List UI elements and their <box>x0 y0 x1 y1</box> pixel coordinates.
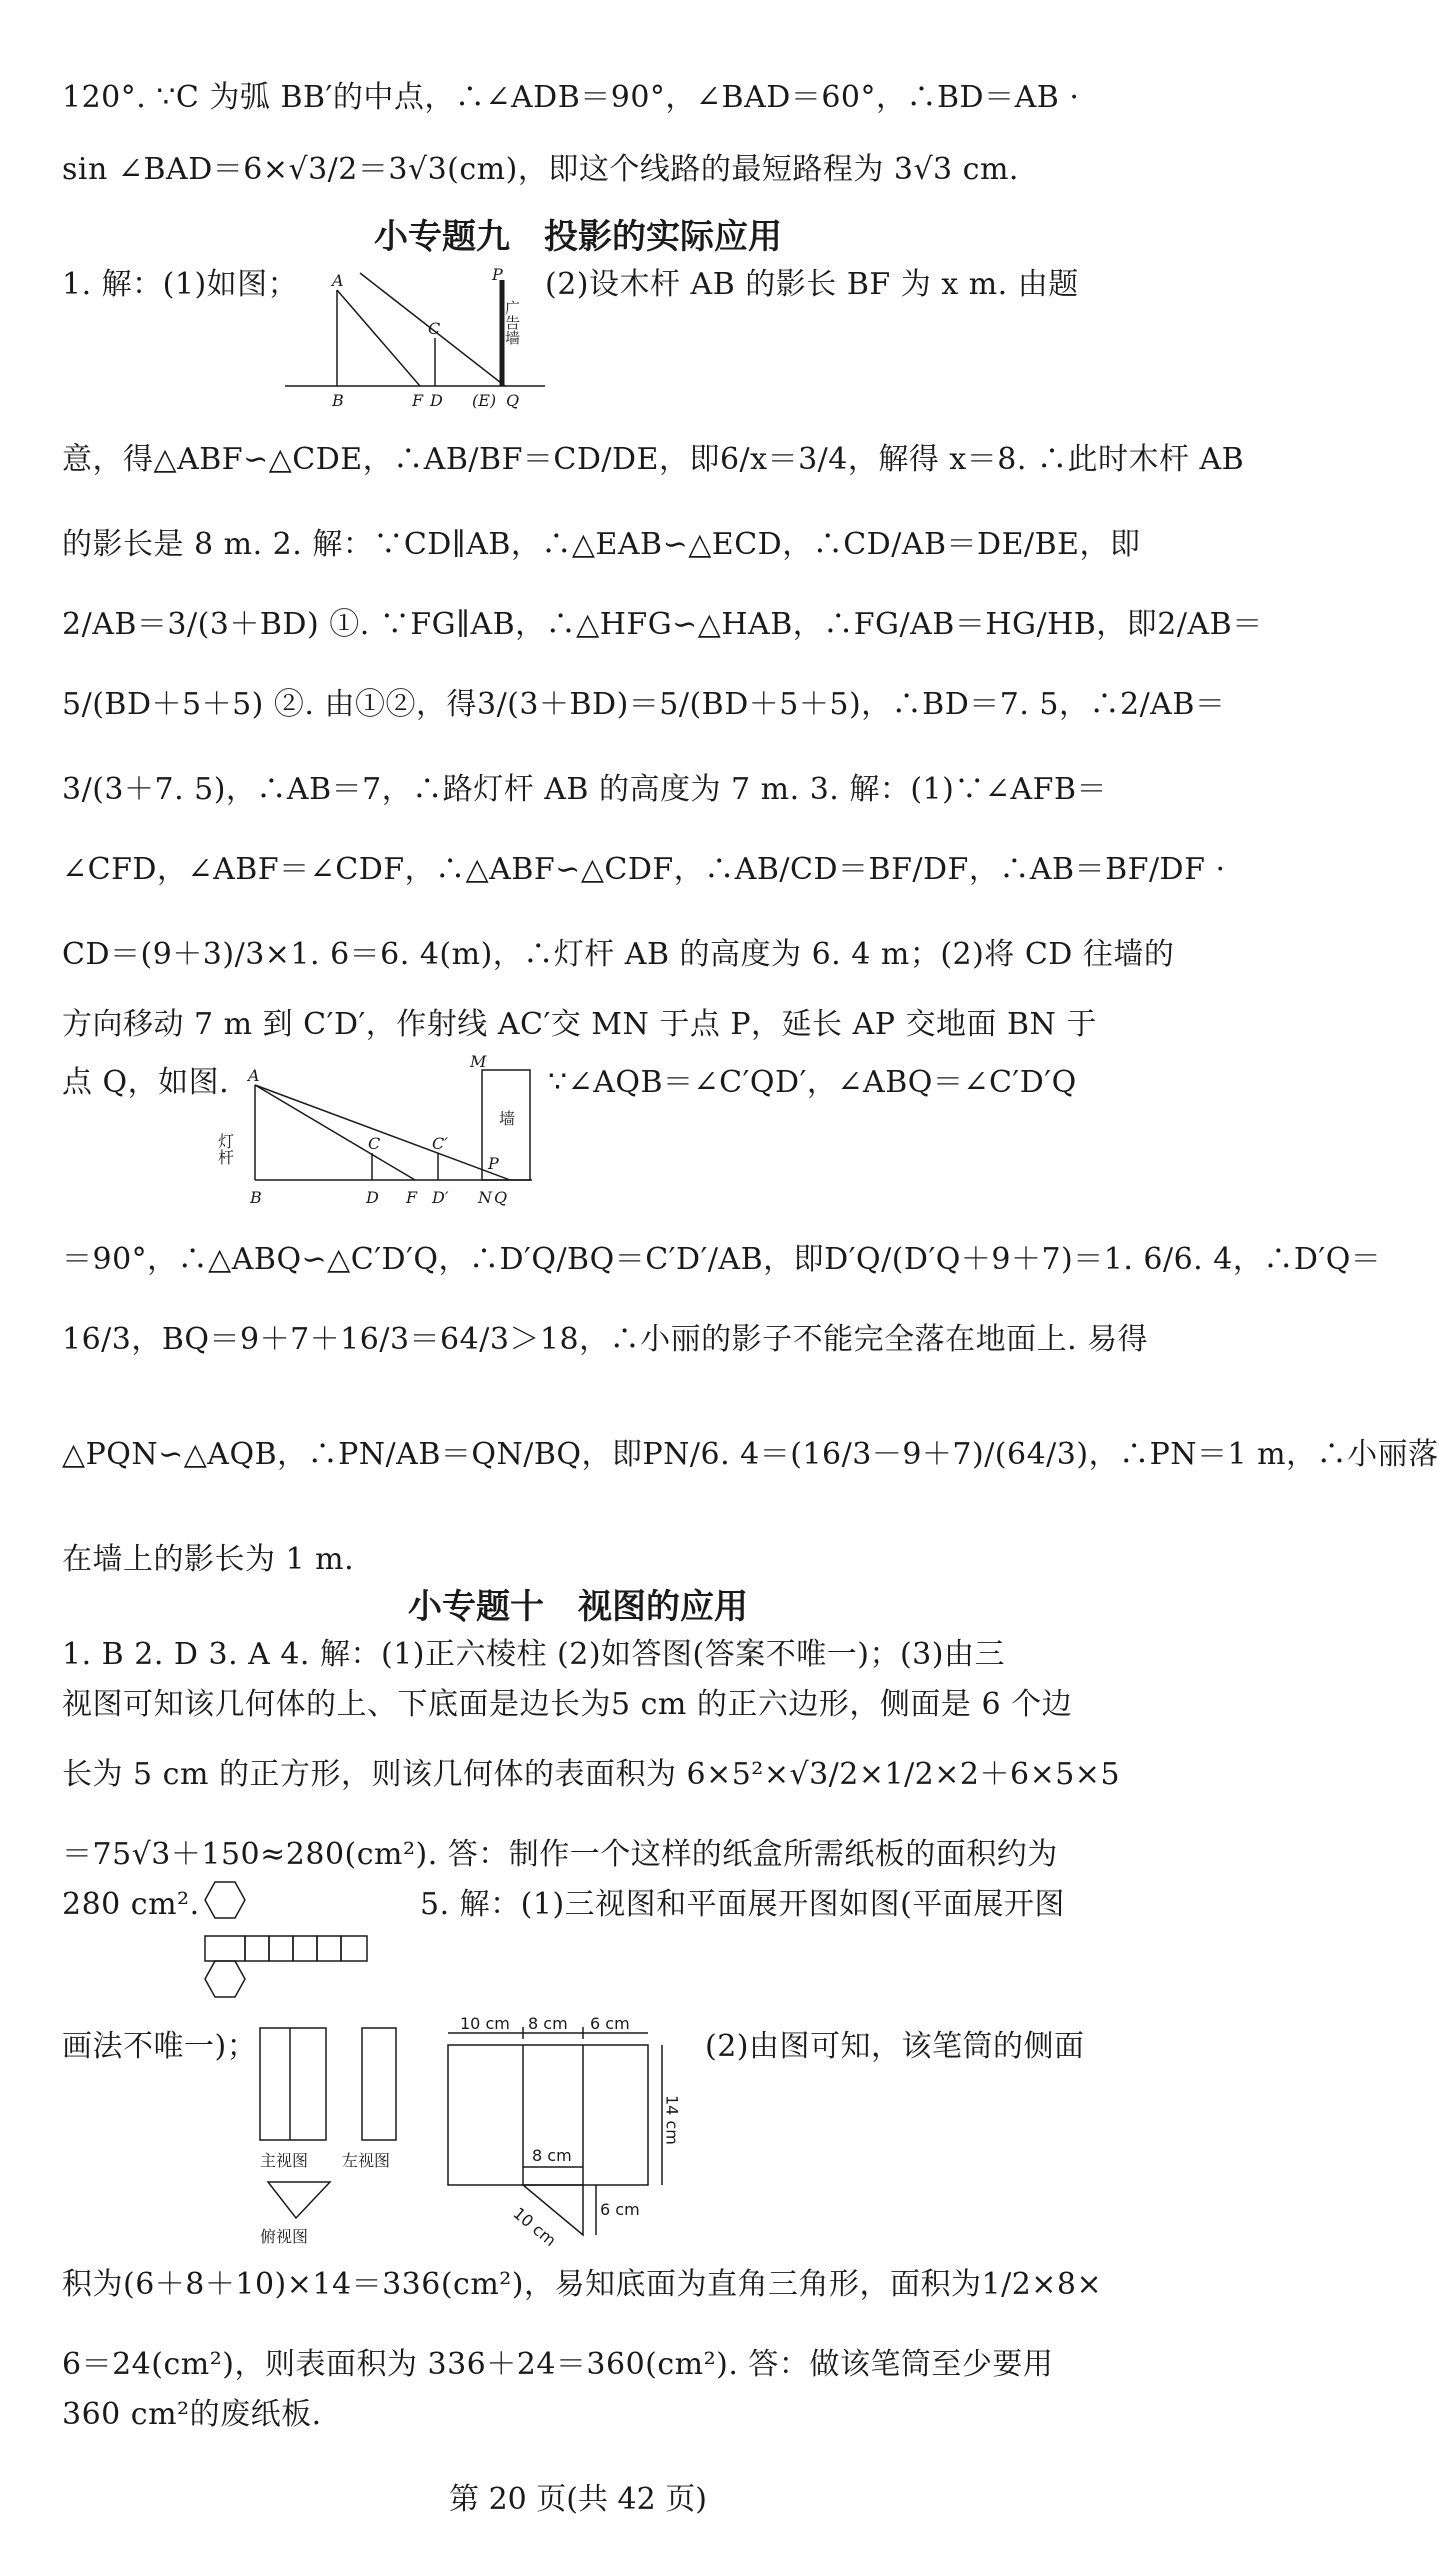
text-line-3b: (2)设木杆 AB 的影长 BF 为 x m. 由题 <box>545 267 1079 302</box>
fig1-label-A: A <box>332 271 344 290</box>
fig1-label-C: C <box>428 319 441 338</box>
fig1-label-D: D <box>430 391 443 410</box>
fig1-label-Q: Q <box>506 391 520 410</box>
text-line-10: CD＝(9＋3)/3×1. 6＝6. 4(m)，∴灯杆 AB 的高度为 6. 4 m；(2)将 CD 往墙的 <box>62 937 1175 972</box>
fig2-pole-label: 灯杆 <box>215 1133 235 1165</box>
fig2-label-A: A <box>248 1066 260 1085</box>
text-line-25: 360 cm²的废纸板. <box>62 2397 322 2432</box>
fig2-label-C: C <box>368 1134 381 1153</box>
text-line-23: 积为(6＋8＋10)×14＝336(cm²)，易知底面为直角三角形，面积为1/2×8× <box>62 2267 1103 2302</box>
text-line-17: 1. B 2. D 3. A 4. 解：(1)正六棱柱 (2)如答图(答案不唯一)；(3)由三 <box>62 1637 1005 1672</box>
fig5-dim-8cm: 8 cm <box>528 2014 568 2033</box>
text-line-5: 的影长是 8 m. 2. 解：∵CD∥AB，∴△EAB∽△ECD，∴CD/AB＝DE/BE，即 <box>62 527 1141 562</box>
fig2-label-D: D <box>366 1188 379 1207</box>
text-line-2: sin ∠BAD＝6×√3/2＝3√3(cm)，即这个线路的最短路程为 3√3 cm. <box>62 152 1019 187</box>
text-line-20: ＝75√3＋150≈280(cm²). 答：制作一个这样的纸盒所需纸板的面积约为 <box>62 1837 1058 1872</box>
fig5-dim-6cm: 6 cm <box>590 2014 630 2033</box>
fig1-label-B: B <box>332 391 344 410</box>
text-line-21: 280 cm². <box>62 1887 200 1922</box>
text-line-18: 视图可知该几何体的上、下底面是边长为5 cm 的正六边形，侧面是 6 个边 <box>62 1687 1073 1722</box>
text-line-21b: 5. 解：(1)三视图和平面展开图如图(平面展开图 <box>420 1887 1065 1922</box>
fig2-label-F: F <box>406 1188 418 1207</box>
figure-4-three-views <box>250 2020 430 2260</box>
text-line-6: 2/AB＝3/(3＋BD) ①. ∵FG∥AB，∴△HFG∽△HAB，∴FG/AB＝HG/HB，即2/AB＝ <box>62 607 1263 642</box>
text-line-7: 5/(BD＋5＋5) ②. 由①②，得3/(3＋BD)＝5/(BD＋5＋5)，∴BD＝7. 5，∴2/AB＝ <box>62 687 1226 722</box>
text-line-15: △PQN∽△AQB，∴PN/AB＝QN/BQ，即PN/6. 4＝(16/3－9＋7)/(64/3)，∴PN＝1 m，∴小丽落 <box>62 1437 1439 1472</box>
fig5-dim-8cm-bottom: 8 cm <box>532 2146 572 2165</box>
section-heading-10: 小专题十 视图的应用 <box>408 1587 748 1627</box>
fig2-label-B: B <box>250 1188 262 1207</box>
text-line-13: ＝90°，∴△ABQ∽△C′D′Q，∴D′Q/BQ＝C′D′/AB，即D′Q/(D′Q＋9＋7)＝1. 6/6. 4，∴D′Q＝ <box>62 1242 1382 1277</box>
figure-1-shadow-diagram <box>280 265 550 418</box>
text-line-11: 方向移动 7 m 到 C′D′，作射线 AC′交 MN 于点 P，延长 AP 交地面 BN 于 <box>62 1007 1097 1042</box>
text-line-22: 画法不唯一)； <box>62 2029 258 2064</box>
figure-3-hexagon-prism-net <box>185 1878 395 2038</box>
text-line-16: 在墙上的影长为 1 m. <box>62 1542 355 1577</box>
text-line-22b: (2)由图可知，该笔筒的侧面 <box>705 2029 1085 2064</box>
fig5-dim-14cm: 14 cm <box>662 2095 682 2145</box>
fig5-dim-6cm-side: 6 cm <box>600 2200 640 2219</box>
section-heading-9: 小专题九 投影的实际应用 <box>374 217 782 257</box>
text-line-12: 点 Q，如图. <box>62 1065 230 1100</box>
text-line-1: 120°. ∵C 为弧 BB′的中点，∴∠ADB＝90°，∠BAD＝60°，∴BD＝AB · <box>62 80 1080 115</box>
text-line-12b: ∵∠AQB＝∠C′QD′，∠ABQ＝∠C′D′Q <box>548 1065 1077 1100</box>
fig4-top-view-label: 俯视图 <box>260 2227 309 2246</box>
fig2-wall-label: 墙 <box>496 1110 516 1126</box>
fig1-label-F: F <box>412 391 424 410</box>
fig2-label-D2: D′ <box>432 1188 449 1207</box>
fig2-label-C2: C′ <box>432 1134 448 1153</box>
fig5-dim-10cm: 10 cm <box>460 2014 510 2033</box>
fig2-label-M: M <box>470 1052 487 1071</box>
fig5-dim-10cm-hyp: 10 cm <box>509 2203 560 2251</box>
fig2-label-Q: Q <box>494 1188 508 1207</box>
fig4-left-view-label: 左视图 <box>342 2151 391 2170</box>
fig2-label-N: N <box>478 1188 492 1207</box>
fig1-label-P: P <box>492 265 503 284</box>
fig1-label-E: (E) <box>472 391 497 410</box>
text-line-14: 16/3，BQ＝9＋7＋16/3＝64/3＞18，∴小丽的影子不能完全落在地面上. 易得 <box>62 1322 1149 1357</box>
fig2-label-P: P <box>488 1154 499 1173</box>
text-line-9: ∠CFD，∠ABF＝∠CDF，∴△ABF∽△CDF，∴AB/CD＝BF/DF，∴AB＝BF/DF · <box>62 852 1226 887</box>
text-line-8: 3/(3＋7. 5)，∴AB＝7，∴路灯杆 AB 的高度为 7 m. 3. 解：(1)∵∠AFB＝ <box>62 772 1108 807</box>
text-line-24: 6＝24(cm²)，则表面积为 336＋24＝360(cm²). 答：做该笔筒至少要用 <box>62 2347 1054 2382</box>
fig1-wall-label: 广告墙 <box>503 300 521 345</box>
text-line-3: 1. 解：(1)如图； <box>62 267 299 302</box>
text-line-4: 意，得△ABF∽△CDE，∴AB/BF＝CD/DE，即6/x＝3/4，解得 x＝8. ∴此时木杆 AB <box>62 442 1245 477</box>
fig4-front-view-label: 主视图 <box>260 2151 309 2170</box>
page-footer: 第 20 页(共 42 页) <box>449 2482 707 2517</box>
text-line-19: 长为 5 cm 的正方形，则该几何体的表面积为 6×5²×√3/2×1/2×2＋6×5×5 <box>62 1757 1121 1792</box>
figure-2-lamp-wall-diagram <box>215 1045 550 1215</box>
figure-5-pen-holder-net <box>440 2015 690 2265</box>
